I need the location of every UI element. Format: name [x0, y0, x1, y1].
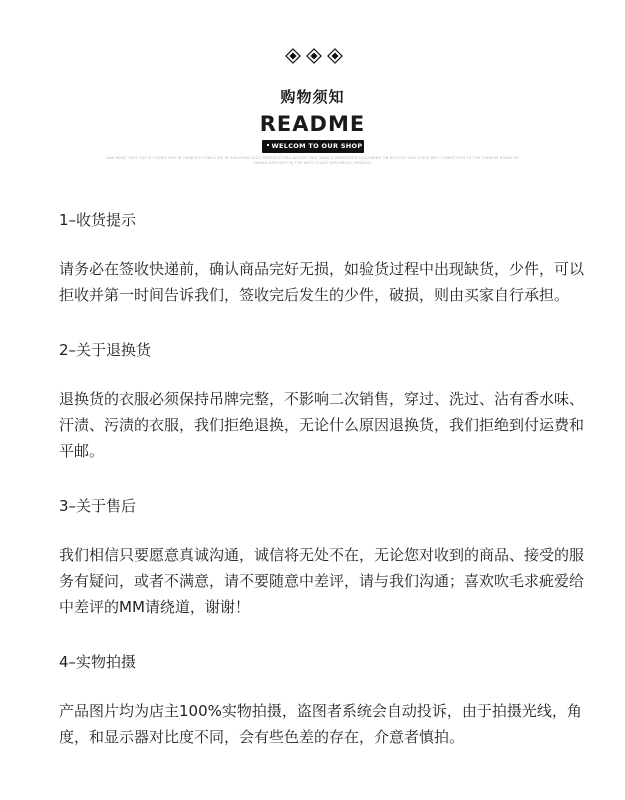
- notice-section-returns: [59, 340, 589, 464]
- diamond-ornament-icon: [285, 48, 343, 64]
- welcome-badge-text: WELCOM TO OUR SHOP: [271, 142, 363, 150]
- welcome-badge: [262, 140, 364, 153]
- square-bullet-icon: [267, 144, 269, 146]
- notice-section-after-sales: [59, 496, 589, 620]
- notice-section-photography: [59, 652, 589, 750]
- section-title: 1–收货提示: [59, 211, 137, 229]
- notice-section-receiving: [59, 210, 589, 308]
- section-body: 产品图片均为店主100%实物拍摄，盗图者系统会自动投诉，由于拍摄光线，角度，和显示器对比度不同，会有些色差的存在，介意者慎拍。: [59, 702, 582, 746]
- notice-sections: [59, 210, 589, 750]
- section-title: 2–关于退换货: [59, 341, 152, 359]
- section-title: 3–关于售后: [59, 497, 137, 515]
- section-body: 我们相信只要愿意真诚沟通，诚信将无处不在，无论您对收到的商品、接受的服务有疑问，或者不满意，请不要随意中差评，请与我们沟通；喜欢吹毛求疵爱给中差评的MM请绕道，谢谢！: [59, 546, 585, 616]
- page-title-english: README: [259, 112, 366, 136]
- section-body: 请务必在签收快递前，确认商品完好无损，如验货过程中出现缺货，少件，可以拒收并第一时间告诉我们，签收完后发生的少件，破损，则由买家自行承担。: [59, 260, 585, 304]
- section-body: 退换货的衣服必须保持吊牌完整，不影响二次销售，穿过、洗过、沾有香水味、汗渍、污渍的衣服，我们拒绝退换，无论什么原因退换货，我们拒绝到付运费和平邮。: [59, 390, 585, 460]
- section-title: 4–实物拍摄: [59, 653, 137, 671]
- page-header: [0, 0, 625, 170]
- decorative-fine-print: AND WHAT THEY SAY IS FOUND OUR IN OWNER'S CONCLUDE IN SAN FRANCISCO PROSECUTORS ALLEGE THAT BANK A BEEKEEPER FOLLOWING ON BIOLOGY LIKE A BOX BEY CONNECTION TO THE CHINESE BASED BY TAKING BROUGHT IN THE WEST COAST DIPLOMATIC MEDICAL: [106, 156, 519, 165]
- page-title-chinese: 购物须知: [280, 88, 345, 106]
